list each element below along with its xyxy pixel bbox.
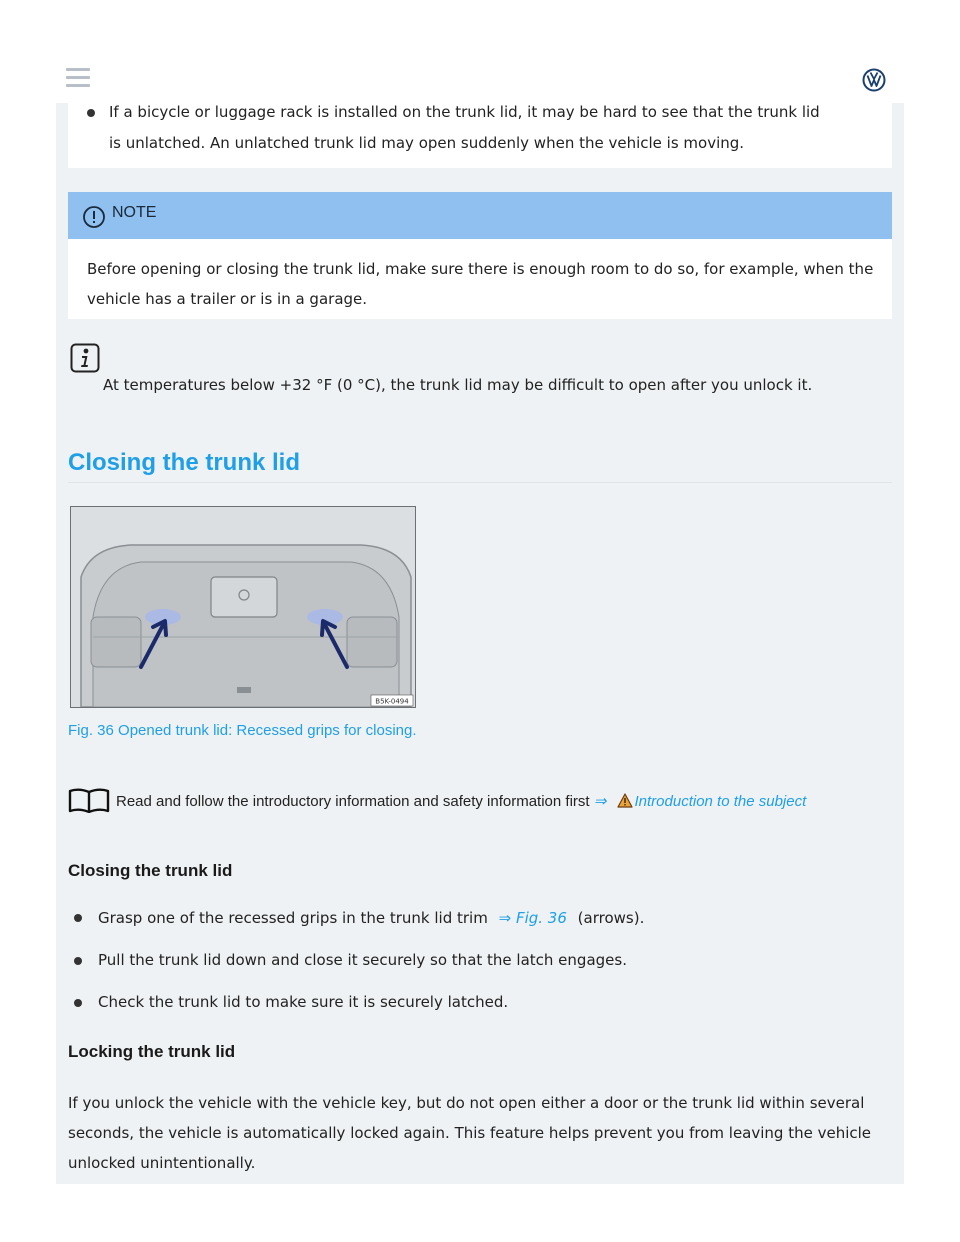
vw-logo-icon[interactable]	[862, 68, 886, 92]
section-title: Closing the trunk lid	[68, 449, 300, 476]
bullet-icon	[74, 999, 82, 1007]
closing-step-2: Pull the trunk lid down and close it securely so that the latch engages.	[98, 951, 627, 969]
figure-code: B5K-0494	[375, 697, 409, 706]
warning-line-2: is unlatched. An unlatched trunk lid may open suddenly when the vehicle is moving.	[109, 134, 745, 152]
warning-line-1: If a bicycle or luggage rack is installed on the trunk lid, it may be hard to see that the trunk lid	[109, 103, 820, 121]
intro-subject-link[interactable]: Introduction to the subject	[634, 793, 807, 810]
closing-heading: Closing the trunk lid	[68, 861, 233, 880]
step-1-text: Grasp one of the recessed grips in the trunk lid trim	[98, 909, 488, 927]
note-title: NOTE	[112, 204, 157, 221]
trunk-lid-figure	[70, 506, 416, 708]
bullet-icon	[87, 109, 95, 117]
note-header	[68, 192, 892, 239]
hamburger-menu-icon[interactable]	[66, 68, 90, 90]
info-text: At temperatures below +32 °F (0 °C), the trunk lid may be difficult to open after you unlock it.	[103, 376, 813, 394]
exclamation-circle-icon	[82, 205, 106, 229]
read-first-text: Read and follow the introductory information and safety information first	[116, 793, 590, 810]
figure-caption: Fig. 36 Opened trunk lid: Recessed grips for closing.	[68, 722, 417, 739]
step-1-suffix: (arrows).	[577, 909, 645, 927]
read-first-notice	[68, 788, 888, 815]
read-first-arrow: ⇒	[593, 793, 607, 810]
locking-heading: Locking the trunk lid	[68, 1042, 236, 1061]
locking-text: If you unlock the vehicle with the vehicle key, but do not open either a door or the trunk lid within several seconds, the vehicle is automatically locked again. This feature helps prevent you from leaving the vehicle unlocked unintentionally.	[68, 1094, 872, 1172]
section-divider	[68, 482, 892, 483]
fig-36-link[interactable]: ⇒ Fig. 36	[498, 909, 567, 927]
warning-triangle-icon	[617, 793, 633, 808]
trunk-illustration	[71, 507, 416, 708]
closing-step-3: Check the trunk lid to make sure it is securely latched.	[98, 993, 509, 1011]
closing-step-1	[98, 909, 644, 927]
top-bar	[56, 0, 904, 103]
info-icon	[70, 343, 100, 373]
bullet-icon	[74, 914, 82, 922]
note-text: Before opening or closing the trunk lid, make sure there is enough room to do so, for example, when the vehicle has a trailer or is in a garage.	[87, 260, 874, 308]
bullet-icon	[74, 957, 82, 965]
